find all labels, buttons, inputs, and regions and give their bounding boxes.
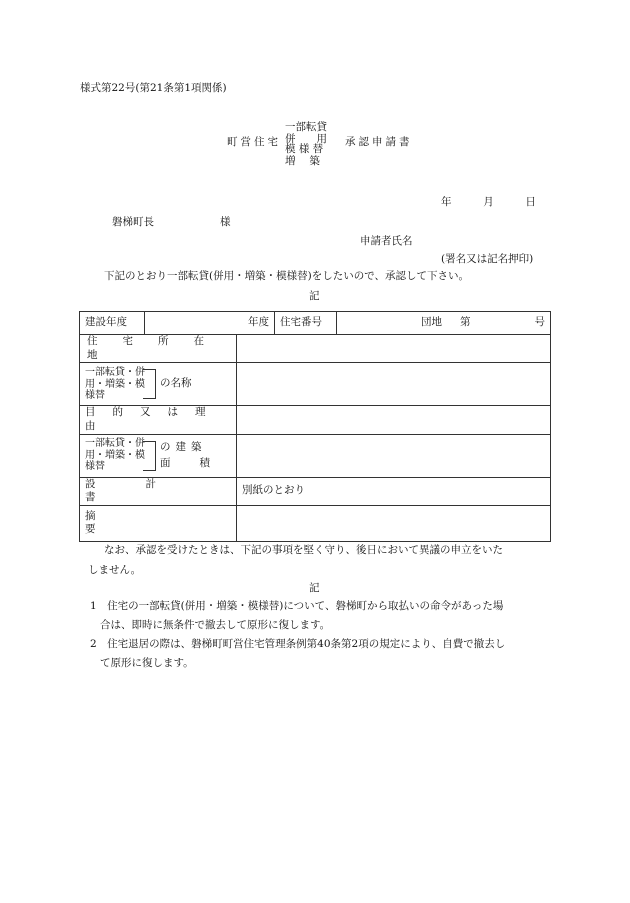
note-line-1: なお、承認を受けたときは、下記の事項を堅く守り、後日において異議の申立をいた: [104, 544, 503, 556]
bracket-decoration: [143, 369, 156, 399]
building-area-label: 一部転貸・併 用・増築・模 様替 の建築 面 積: [80, 434, 237, 477]
addressee: 磐梯町長: [112, 216, 154, 228]
nendo-unit: 年度: [248, 316, 269, 329]
go-unit: 号: [534, 316, 545, 329]
location-label: 住宅所在地: [80, 335, 237, 363]
title-prefix: 町営住宅: [227, 136, 281, 148]
purpose-field[interactable]: [237, 406, 551, 434]
danchi-unit: 団地: [421, 316, 442, 329]
title-option-2: 併 用: [285, 133, 327, 145]
date-day: 日: [525, 196, 536, 208]
table-row: [80, 312, 551, 335]
type-name-field[interactable]: [237, 363, 551, 406]
date-year: 年: [441, 196, 452, 208]
item-1-line-2: 合は、即時に無条件で撤去して原形に復します。: [100, 619, 331, 631]
design-label: 設計書: [80, 477, 237, 505]
application-table: [79, 311, 551, 542]
honorific: 様: [220, 216, 231, 228]
date-line: [441, 196, 536, 210]
remarks-label: 摘要: [80, 505, 237, 541]
ki-heading: 記: [309, 290, 320, 302]
type-name-label: 一部転貸・併 用・増築・模 様替 の名称: [80, 363, 237, 406]
construction-year-field[interactable]: [145, 312, 275, 335]
table-row: [80, 434, 551, 477]
table-row: [80, 477, 551, 505]
item-2-line-1: 2 住宅退居の際は、磐梯町町営住宅管理条例第40条第2項の規定により、自費で撤去し: [90, 638, 506, 650]
location-field[interactable]: [237, 335, 551, 363]
item-2-line-2: て原形に復します。: [100, 657, 194, 669]
applicant-name-label: 申請者氏名: [360, 235, 413, 247]
remarks-field[interactable]: [237, 505, 551, 541]
signature-note: (署名又は記名押印): [441, 253, 534, 265]
house-number-label: 住宅番号: [275, 312, 337, 335]
date-month: 月: [483, 196, 494, 208]
table-row: [80, 363, 551, 406]
design-value: 別紙のとおり: [237, 477, 551, 505]
table-row: [80, 335, 551, 363]
house-number-field[interactable]: [337, 312, 551, 335]
title-suffix: 承認申請書: [345, 136, 413, 148]
title-option-4: 増 築: [285, 155, 320, 167]
item-1-line-1: 1 住宅の一部転貸(併用・増築・模様替)について、磐梯町から取払いの命令があった場: [90, 600, 504, 612]
building-area-field[interactable]: [237, 434, 551, 477]
purpose-label: 目的又は理由: [80, 406, 237, 434]
ki-heading-2: 記: [309, 582, 320, 594]
request-text: 下記のとおり一部転貸(併用・増築・模様替)をしたいので、承認して下さい。: [104, 270, 469, 282]
title-option-3: 模 様 替: [285, 143, 324, 155]
form-title: [227, 121, 417, 171]
title-option-1: 一部転貸: [285, 121, 327, 133]
table-row: [80, 505, 551, 541]
bracket-decoration: [143, 441, 156, 471]
construction-year-label: 建設年度: [80, 312, 145, 335]
table-row: [80, 406, 551, 434]
dai-unit: 第: [460, 316, 471, 329]
form-number: 様式第22号(第21条第1項関係): [80, 82, 227, 94]
note-line-2: しません。: [88, 564, 142, 576]
